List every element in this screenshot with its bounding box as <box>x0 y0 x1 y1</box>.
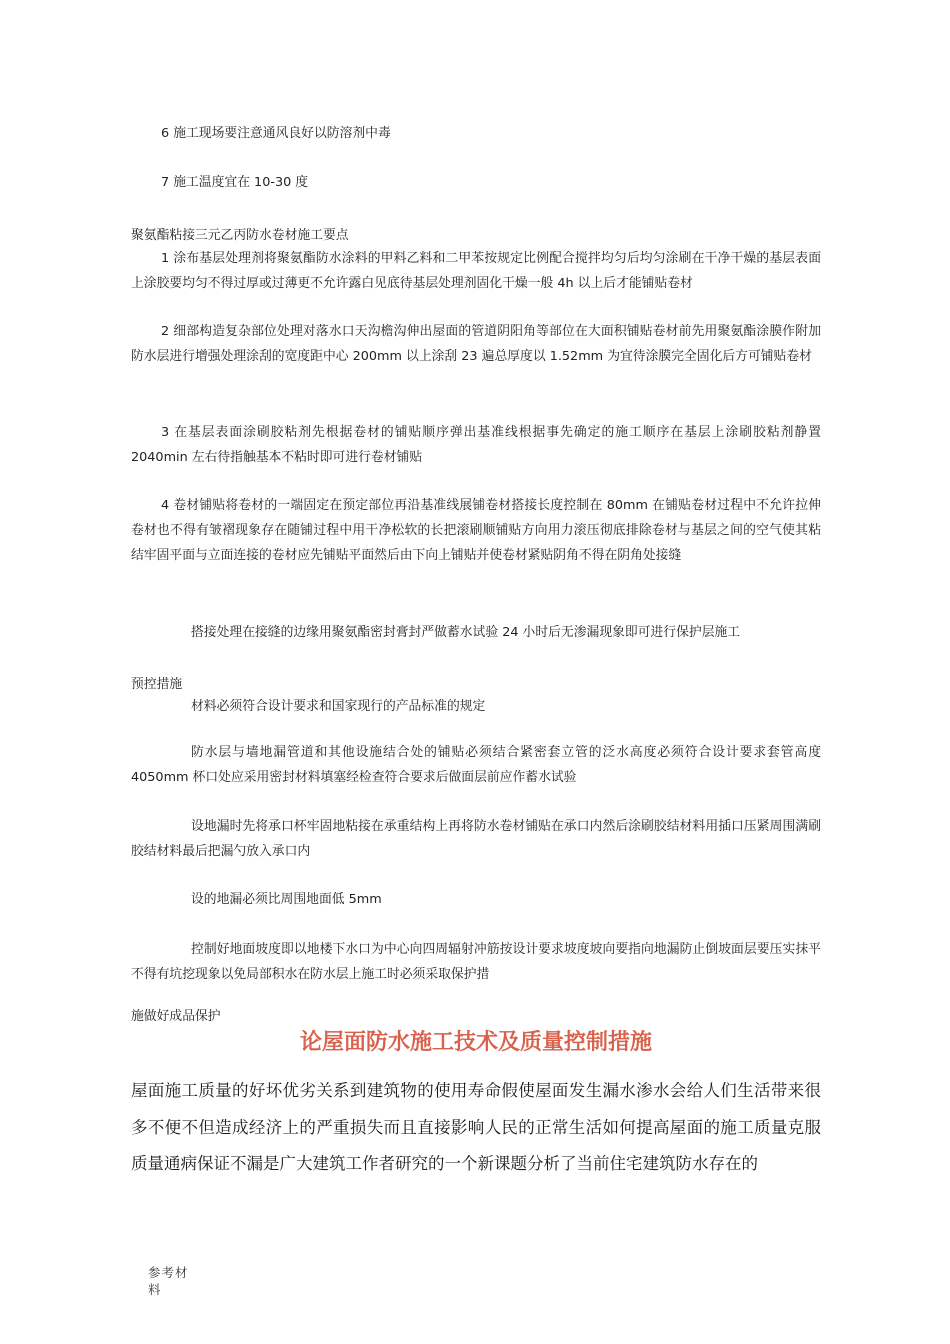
paragraph-7: 7 施工温度宜在 10-30 度 <box>161 175 309 190</box>
paragraph-floor-drain: 设地漏时先将承口杯牢固地粘接在承重结构上再将防水卷材铺贴在承口内然后涂刷胶结材料用插口压紧周围满刷胶结材料最后把漏勺放入承口内 <box>131 819 821 859</box>
section-heading-precontrol: 预控措施 <box>131 677 183 692</box>
page-footer: 参考材料 <box>148 1265 189 1297</box>
paragraph-step-2: 2 细部构造复杂部位处理对落水口天沟檐沟伸出屋面的管道阴阳角等部位在大面积铺贴卷材前先用聚氨酯涂膜作附加防水层进行增强处理涂刮的宽度距中心 200mm 以上涂刮 23 遍总厚度以 1.52mm 为宜待涂膜完全固化后方可铺贴卷材 <box>131 324 821 364</box>
paragraph-overlap: 搭接处理在接缝的边缘用聚氨酯密封膏封严做蓄水试验 24 小时后无渗漏现象即可进行保护层施工 <box>191 625 741 640</box>
paragraph-6: 6 施工现场要注意通风良好以防溶剂中毒 <box>161 126 391 141</box>
section-heading-pu-membrane: 聚氨酯粘接三元乙丙防水卷材施工要点 <box>131 228 349 243</box>
paragraph-step-4: 4 卷材铺贴将卷材的一端固定在预定部位再沿基准线展铺卷材搭接长度控制在 80mm 在铺贴卷材过程中不允许拉伸卷材也不得有皱褶现象存在随铺过程中用干净松软的长把滚刷顺铺贴方向用力滚压彻底排除卷材与基层之间的空气使其粘结牢固平面与立面连接的卷材应先铺贴平面然后由下向上铺贴并使卷材紧贴阴角不得在阴角处接缝 <box>131 498 821 563</box>
paragraph-protection: 施做好成品保护 <box>131 1009 221 1024</box>
paragraph-drain-height: 设的地漏必须比周围地面低 5mm <box>191 892 382 907</box>
article-body: 屋面施工质量的好坏优劣关系到建筑物的使用寿命假使屋面发生漏水渗水会给人们生活带来很多不便不但造成经济上的严重损失而且直接影响人民的正常生活如何提高屋面的施工质量克服质量通病保证不漏是广大建筑工作者研究的一个新课题分析了当前住宅建筑防水存在的 <box>131 1081 821 1173</box>
paragraph-step-1: 1 涂布基层处理剂将聚氨酯防水涂料的甲料乙料和二甲苯按规定比例配合搅拌均匀后均匀涂刷在干净干燥的基层表面上涂胶要均匀不得过厚或过薄更不允许露白见底待基层处理剂固化干燥一般 4h 以上后才能铺贴卷材 <box>131 251 821 291</box>
article-title: 论屋面防水施工技术及质量控制措施 <box>299 1029 652 1055</box>
paragraph-material: 材料必须符合设计要求和国家现行的产品标准的规定 <box>191 699 486 714</box>
paragraph-waterproof-layer: 防水层与墙地漏管道和其他设施结合处的铺贴必须结合紧密套立管的泛水高度必须符合设计要求套管高度 4050mm 杯口处应采用密封材料填塞经检查符合要求后做面层前应作蓄水试验 <box>131 745 821 785</box>
paragraph-slope: 控制好地面坡度即以地楼下水口为中心向四周辐射冲筋按设计要求坡度坡向要指向地漏防止倒坡面层要压实抹平不得有坑挖现象以免局部积水在防水层上施工时必须采取保护措 <box>131 942 821 982</box>
paragraph-step-3: 3 在基层表面涂刷胶粘剂先根据卷材的铺贴顺序弹出基准线根据事先确定的施工顺序在基层上涂刷胶粘剂静置 2040min 左右待指触基本不粘时即可进行卷材铺贴 <box>131 425 821 465</box>
